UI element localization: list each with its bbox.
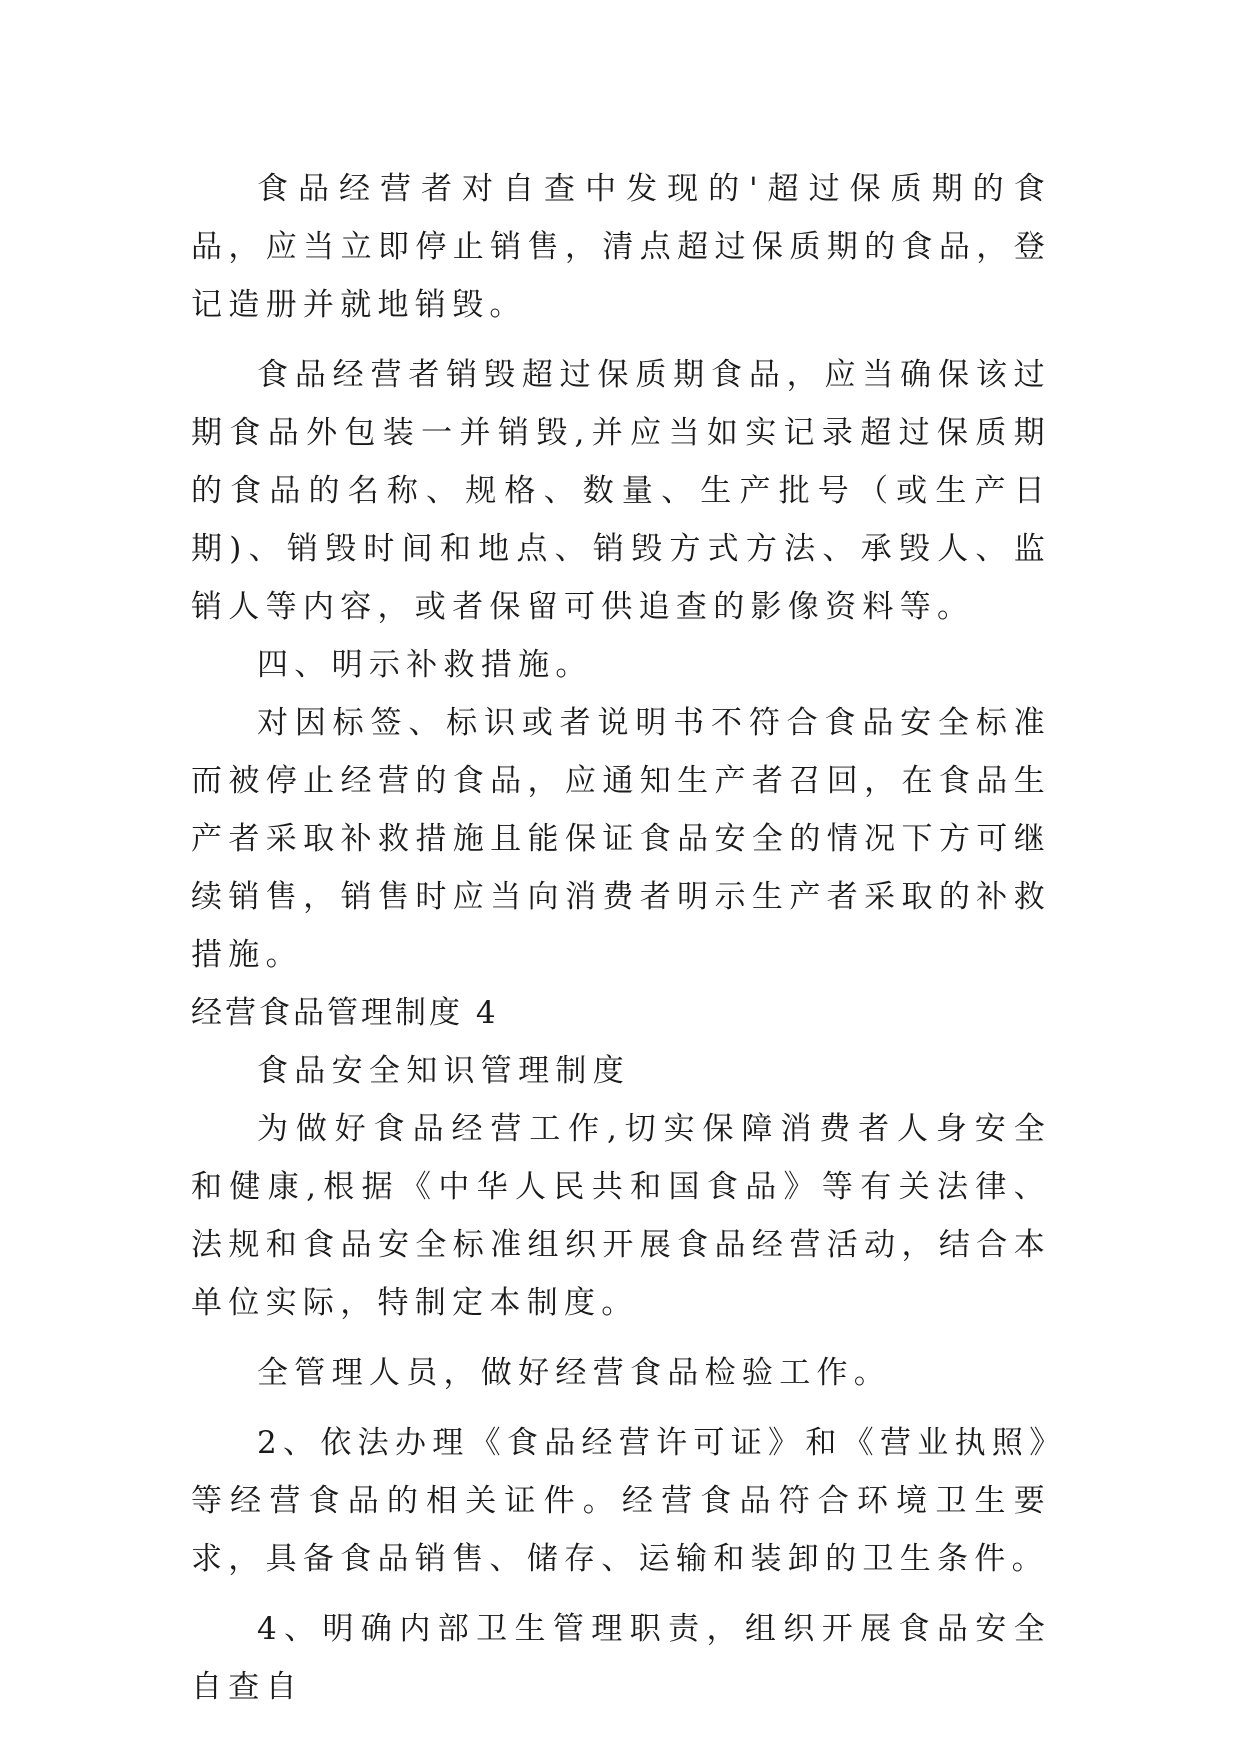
document-title-management-system-4: 经营食品管理制度 4 — [191, 995, 499, 1031]
paragraph-expired-food-destruction: 食品经营者销毁超过保质期食品，应当确保该过期食品外包装一并销毁,并应当如实记录超过保质期的食品的名称、规格、数量、生产批号（或生产日期)、销毁时间和地点、销毁方式方法、承毁人、监销人等内容，或者保留可供追查的影像资料等。 — [191, 357, 1051, 625]
paragraph-internal-hygiene: 4、明确内部卫生管理职责，组织开展食品安全自查自 — [191, 1611, 1051, 1705]
paragraph-purpose: 为做好食品经营工作,切实保障消费者人身安全和健康,根据《中华人民共和国食品》等有关法律、法规和食品安全标准组织开展食品经营活动，结合本单位实际，特制定本制度。 — [191, 1111, 1051, 1321]
section-heading-remedial-measures: 四、明示补救措施。 — [257, 647, 593, 683]
paragraph-label-recall: 对因标签、标识或者说明书不符合食品安全标准而被停止经营的食品，应通知生产者召回，在食品生产者采取补救措施且能保证食品安全的情况下方可继续销售，销售时应当向消费者明示生产者采取的补救措施。 — [191, 705, 1051, 973]
paragraph-management-staff: 全管理人员，做好经营食品检验工作。 — [257, 1355, 892, 1391]
paragraph-expired-food-stop-sale: 食品经营者对自查中发现的'超过保质期的食品，应当立即停止销售，清点超过保质期的食品，登记造册并就地销毁。 — [191, 171, 1051, 323]
document-body — [191, 160, 1051, 1716]
paragraph-licenses: 2、依法办理《食品经营许可证》和《营业执照》等经营食品的相关证件。经营食品符合环境卫生要求，具备食品销售、储存、运输和装卸的卫生条件。 — [191, 1425, 1051, 1577]
subtitle-food-safety-knowledge: 食品安全知识管理制度 — [257, 1053, 630, 1089]
